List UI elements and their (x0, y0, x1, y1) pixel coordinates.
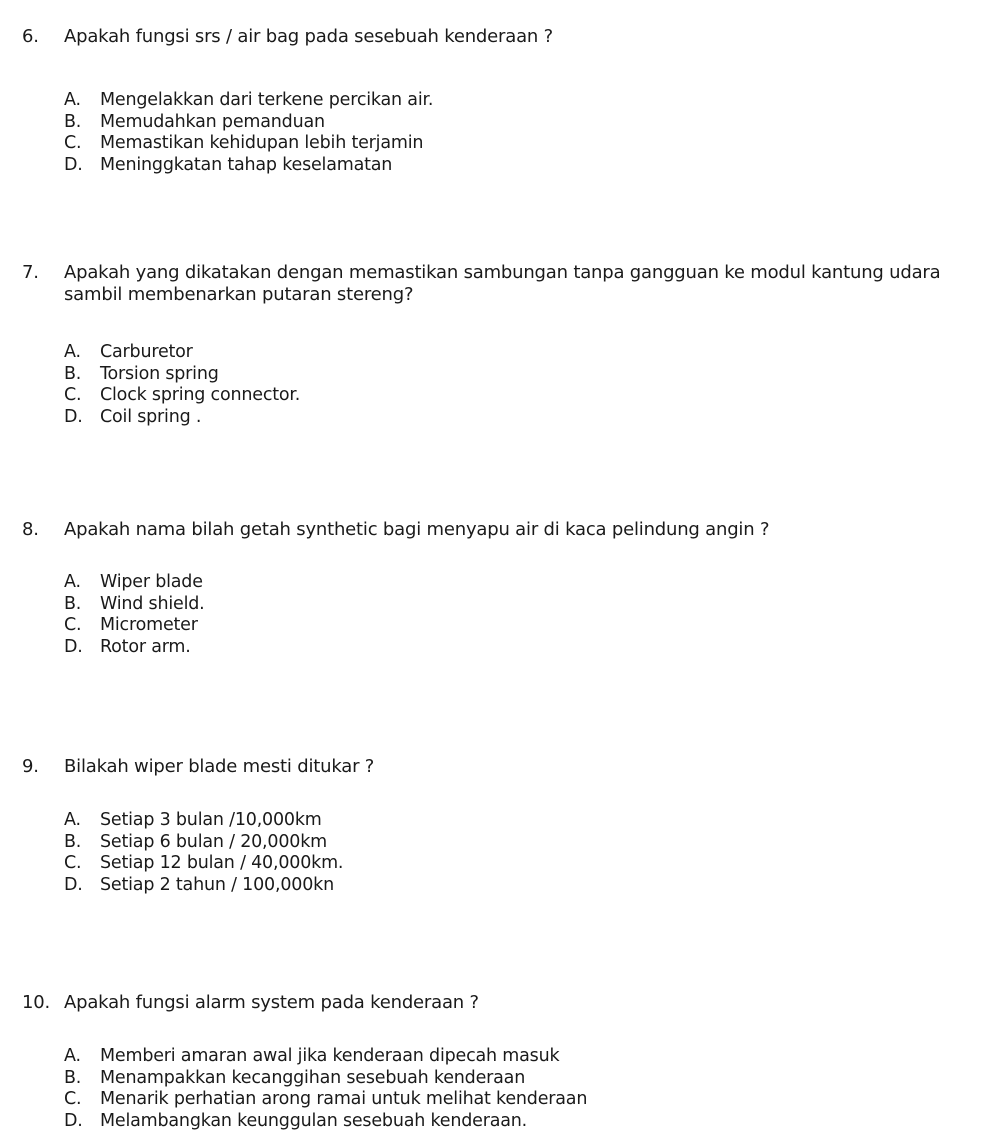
option-letter: C. (64, 615, 82, 635)
question-10-options (64, 1046, 587, 1132)
option-d (64, 875, 343, 897)
option-d (64, 407, 300, 429)
option-text: Coil spring . (100, 406, 202, 427)
question-number: 8. (22, 519, 39, 540)
option-text: Rotor arm. (100, 636, 191, 657)
option-letter: B. (64, 363, 82, 384)
option-b (64, 112, 433, 134)
option-text: Menampakkan kecanggihan sesebuah kenderaan (100, 1067, 526, 1088)
option-letter: D. (64, 636, 83, 657)
option-letter: C. (64, 853, 82, 873)
option-letter: D. (64, 874, 83, 895)
option-text: Micrometer (100, 615, 198, 635)
question-9-options (64, 810, 343, 896)
option-letter: A. (64, 810, 81, 830)
option-text: Mengelakkan dari terkene percikan air. (100, 90, 434, 110)
option-text: Setiap 3 bulan /10,000km (100, 810, 322, 830)
option-letter: D. (64, 406, 83, 427)
option-a (64, 810, 343, 832)
option-letter: D. (64, 154, 83, 175)
option-text: Setiap 12 bulan / 40,000km. (100, 853, 344, 873)
option-text: Memastikan kehidupan lebih terjamin (100, 133, 424, 153)
option-text: Setiap 6 bulan / 20,000km (100, 831, 328, 852)
option-letter: C. (64, 1089, 82, 1109)
question-9 (0, 756, 989, 778)
option-text: Menarik perhatian arong ramai untuk melihat kenderaan (100, 1089, 588, 1109)
option-letter: B. (64, 1067, 82, 1088)
option-c (64, 1089, 587, 1111)
option-letter: A. (64, 572, 81, 592)
option-letter: C. (64, 133, 82, 153)
option-d (64, 155, 433, 177)
option-b (64, 364, 300, 386)
option-text: Melambangkan keunggulan sesebuah kenderaan. (100, 1110, 528, 1131)
option-letter: D. (64, 1110, 83, 1131)
option-a (64, 342, 300, 364)
option-text: Wiper blade (100, 572, 203, 592)
option-letter: B. (64, 111, 82, 132)
option-a (64, 1046, 587, 1068)
option-letter: A. (64, 90, 81, 110)
option-text: Torsion spring (100, 363, 219, 384)
option-text: Carburetor (100, 342, 193, 362)
option-letter: A. (64, 342, 81, 362)
option-d (64, 637, 205, 659)
option-d (64, 1111, 587, 1133)
option-text: Setiap 2 tahun / 100,000kn (100, 874, 334, 895)
question-8-options (64, 572, 205, 658)
option-c (64, 133, 433, 155)
question-6-options (64, 90, 433, 176)
question-number: 9. (22, 756, 39, 777)
option-text: Wind shield. (100, 593, 205, 614)
option-a (64, 90, 433, 112)
option-a (64, 572, 205, 594)
question-text: Apakah fungsi srs / air bag pada sesebuah kenderaan ? (64, 26, 553, 47)
option-c (64, 853, 343, 875)
question-text: Bilakah wiper blade mesti ditukar ? (64, 756, 375, 777)
question-7-options (64, 342, 300, 428)
question-8 (0, 519, 989, 541)
option-b (64, 594, 205, 616)
option-letter: A. (64, 1046, 81, 1066)
question-number: 10. (22, 992, 51, 1013)
option-b (64, 1068, 587, 1090)
option-text: Memberi amaran awal jika kenderaan dipecah masuk (100, 1046, 560, 1066)
option-b (64, 832, 343, 854)
option-letter: B. (64, 831, 82, 852)
question-text: Apakah fungsi alarm system pada kenderaan ? (64, 992, 479, 1013)
question-10 (0, 992, 989, 1014)
option-letter: B. (64, 593, 82, 614)
question-6 (0, 26, 989, 48)
option-text: Memudahkan pemanduan (100, 111, 325, 132)
question-7 (0, 262, 989, 306)
option-letter: C. (64, 385, 82, 405)
question-text: Apakah yang dikatakan dengan memastikan sambungan tanpa gangguan ke modul kantung udara sambil membenarkan putaran stereng? (64, 262, 941, 305)
option-text: Meninggkatan tahap keselamatan (100, 154, 393, 175)
question-number: 6. (22, 26, 39, 47)
option-c (64, 615, 205, 637)
option-text: Clock spring connector. (100, 385, 301, 405)
question-number: 7. (22, 262, 39, 283)
question-text: Apakah nama bilah getah synthetic bagi menyapu air di kaca pelindung angin ? (64, 519, 770, 540)
option-c (64, 385, 300, 407)
